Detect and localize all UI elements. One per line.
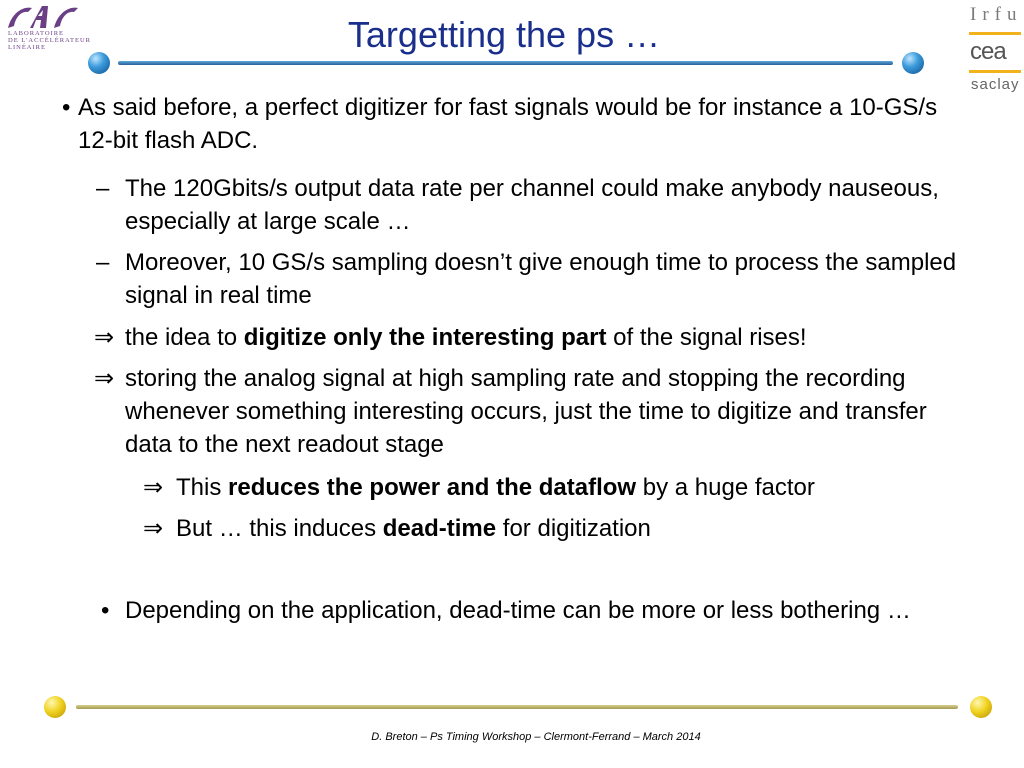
implies-marker: ⇒ — [143, 474, 164, 501]
irfu-label: Irfu — [970, 4, 1023, 25]
bullet-marker: • — [62, 94, 71, 121]
bullet-marker: • — [101, 597, 110, 624]
slide-footer: D. Breton – Ps Timing Workshop – Clermont-Ferrand – March 2014 — [371, 731, 701, 743]
implication-1-pre: the idea to — [125, 324, 244, 351]
dash-marker: – — [96, 175, 110, 202]
dash-marker: – — [96, 249, 110, 276]
implies-marker: ⇒ — [143, 515, 164, 542]
implication-1 — [125, 321, 985, 354]
main-bullet-2: Depending on the application, dead-time can be more or less bothering … — [125, 597, 911, 624]
sub-bullet-2: Moreover, 10 GS/s sampling doesn’t give enough time to process the sampled signal in real time — [125, 249, 957, 309]
implication-3-pre: This — [176, 474, 229, 501]
sub-bullet-1: The 120Gbits/s output data rate per channel could make anybody nauseous, especially at large scale … — [125, 175, 939, 235]
slide-title: Targetting the ps … — [347, 14, 661, 55]
implication-4 — [176, 512, 996, 545]
implies-marker: ⇒ — [94, 365, 115, 392]
main-bullet-1: As said before, a perfect digitizer for fast signals would be for instance a 10-GS/s 12-bit flash ADC. — [78, 94, 938, 154]
lal-line-3: LINÉAIRE — [8, 44, 46, 51]
cea-label: cea — [970, 38, 1006, 65]
implication-4-pre: But … this induces — [176, 515, 383, 542]
saclay-label: saclay — [971, 76, 1020, 93]
implication-3-emphasis: reduces the power and the dataflow — [228, 474, 637, 501]
implication-3-post: by a huge factor — [636, 474, 815, 501]
lal-line-2: DE L'ACCÉLÉRATEUR — [8, 37, 91, 44]
implication-3 — [176, 471, 996, 504]
implication-4-emphasis: dead-time — [382, 515, 497, 542]
implies-marker: ⇒ — [94, 324, 115, 351]
implication-2: storing the analog signal at high sampling rate and stopping the recording whenever something interesting occurs, just the time to digitize and transfer data to the next readout stage — [125, 365, 927, 458]
implication-1-post: of the signal rises! — [606, 324, 807, 351]
implication-4-post: for digitization — [496, 515, 651, 542]
implication-1-emphasis: digitize only the interesting part — [243, 324, 607, 351]
lal-line-1: LABORATOIRE — [8, 30, 65, 37]
